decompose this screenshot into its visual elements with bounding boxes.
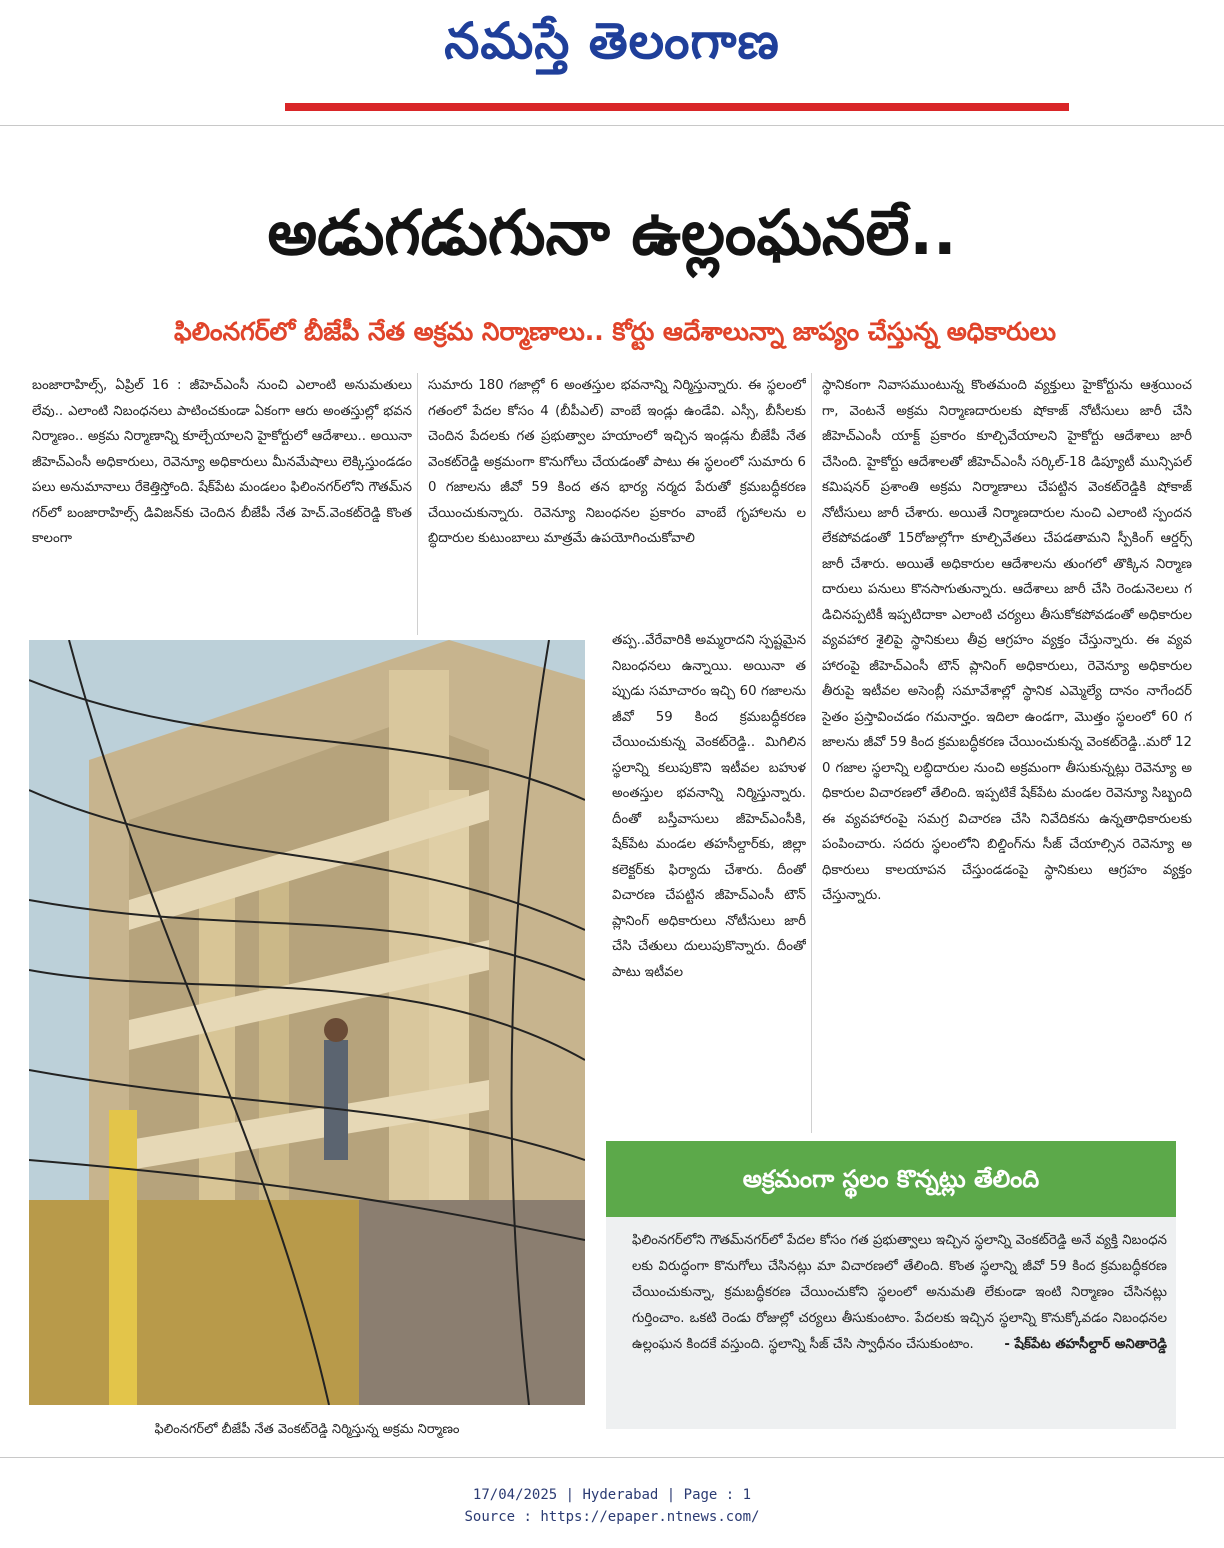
sidebar-box-text — [632, 1228, 1167, 1424]
photo-caption: ఫిలింనగర్‌లో బీజేపీ నేత వెంకట్‌రెడ్డి నిర్మిస్తున్న అక్రమ నిర్మాణం — [154, 1422, 460, 1437]
building-photo — [29, 640, 585, 1405]
footer-source-link[interactable]: Source : https://epaper.ntnews.com/ — [464, 1509, 760, 1525]
sidebar-box-body: ఫిలింనగర్‌లోని గౌతమ్‌నగర్‌లో పేదల కోసం గత ప్రభుత్వాలు ఇచ్చిన స్థలాన్ని వెంకట్‌రెడ్డి అనే వ్యక్తి నిబంధనలకు విరుద్ధంగా కొనుగోలు చేసినట్లు మా విచారణలో తేలింది. కొంత స్థలాన్ని జీవో 59 కింద క్రమబద్ధీకరణ చేయించుకున్నా, క్రమబద్ధీకరణ చేయించుకోని స్థలంలో అనుమతి లేకుండా ఇంటి నిర్మాణం చేసినట్లు గుర్తించాం. ఒకటి రెండు రోజుల్లో చర్యలు తీసుకుంటాం. పేదలకు ఇచ్చిన స్థలాన్ని కొనుక్కోవడం నిబంధనల ఉల్లంఘన కిందకే వస్తుంది. స్థలాన్ని సీజ్ చేసి స్వాధీనం చేసుకుంటాం. — [632, 1233, 1167, 1352]
headline: అడుగడుగునా ఉల్లంఘనలే.. — [267, 196, 957, 269]
article-column-1: బంజారాహిల్స్, ఏప్రిల్ 16 : జీహెచ్‌ఎంసీ నుంచి ఎలాంటి అనుమతులు లేవు.. ఎలాంటి నిబంధనలు పాటించకుండా ఏకంగా ఆరు అంతస్తుల్లో భవన నిర్మాణం.. అక్రమ నిర్మాణాన్ని కూల్చేయాలని హైకోర్టులో ఆదేశాలు.. అయినా జీహెచ్‌ఎంసీ అధికారులు, రెవెన్యూ అధికారులు మీనమేషాలు లెక్కిస్తుండడం పలు అనుమానాలు రేకెత్తిస్తోంది. షేక్‌పేట మండలం ఫిలింనగర్‌లోని గౌతమ్‌నగర్‌లో బంజారాహిల్స్ డివిజన్‌కు చెందిన బీజేపీ నేత హెచ్.వెంకట్‌రెడ్డి కొంతకాలంగా — [32, 378, 412, 546]
footer — [0, 1484, 1224, 1528]
sidebar-box-title: అక్రమంగా స్థలం కొన్నట్లు తేలింది — [606, 1141, 1176, 1217]
top-divider — [0, 125, 1224, 126]
masthead-title: నమస్తే తెలంగాణ — [444, 11, 780, 70]
article-column-2: సుమారు 180 గజాల్లో 6 అంతస్తుల భవనాన్ని నిర్మిస్తున్నారు. ఈ స్థలంలో గతంలో పేదల కోసం 4 (బీపీఎల్) వాంబే ఇండ్లు ఉండేవి. ఎస్సీ, బీసీలకు చెందిన పేదలకు గత ప్రభుత్వాల హయాంలో ఇచ్చిన ఇండ్లను బీజేపీ నేత వెంకట్‌రెడ్డి అక్రమంగా కొనుగోలు చేయడంతో పాటు ఈ స్థలంలో సుమారు 60 గజాలను జీవో 59 కింద తన భార్య నర్మద పేరుతో క్రమబద్ధీకరణ చేయించుకున్నారు. రెవెన్యూ నిబంధనల ప్రకారం వాంబే గృహాలను లబ్ధిదారుల కుటుంబాలు మాత్రమే ఉపయోగించుకోవాలి — [428, 378, 806, 546]
masthead-rule — [285, 103, 1069, 111]
sidebar-box-quote: - షేక్‌పేట తహసీల్దార్ అనితారెడ్డి — [1004, 1337, 1167, 1352]
column-divider — [811, 373, 812, 1133]
subheadline: ఫిలింనగర్‌లో బీజేపీ నేత అక్రమ నిర్మాణాలు.. కోర్టు ఆదేశాలున్నా జాప్యం చేస్తున్న అధికారులు — [174, 317, 1056, 346]
column-divider — [417, 373, 418, 635]
building-photo-illustration — [29, 640, 585, 1405]
footer-date-line: 17/04/2025 | Hyderabad | Page : 1 — [472, 1487, 752, 1503]
bottom-divider — [0, 1457, 1224, 1458]
article-column-3: స్థానికంగా నివాసముంటున్న కొంతమంది వ్యక్తులు హైకోర్టును ఆశ్రయించగా, వెంటనే అక్రమ నిర్మాణదారులకు షోకాజ్ నోటీసులు జారీ చేసి జీహెచ్‌ఎంసీ యాక్ట్ ప్రకారం కూల్చివేయాలని హైకోర్టు ఆదేశాలు జారీ చేసింది. హైకోర్టు ఆదేశాలతో జీహెచ్‌ఎంసీ సర్కిల్-18 డిప్యూటీ మున్సిపల్ కమిషనర్ ప్రశాంతి అక్రమ నిర్మాణాలు చేపట్టిన వెంకట్‌రెడ్డికి షోకాజ్ నోటీసులు జారీ చేశారు. అయితే నిర్మాణదారుల నుంచి ఎలాంటి స్పందన లేకపోవడంతో 15రోజుల్లోగా కూల్చివేతలు చేపడతామని స్పీకింగ్ ఆర్డర్స్ జారీ చేశారు. అయితే అధికారుల ఆదేశాలను తుంగలో తొక్కిన నిర్మాణదారులు పనులు కొనసాగుతున్నారు. ఆదేశాలు జారీ చేసి రెండునెలలు గడిచినప్పటికీ ఇప్పటిదాకా ఎలాంటి చర్యలు తీసుకోకపోవడంతో అధికారుల వ్యవహార శైలిపై స్థానికులు తీవ్ర ఆగ్రహం వ్యక్తం చేస్తున్నారు. ఈ వ్యవహారంపై జీహెచ్‌ఎంసీ టౌన్ ప్లానింగ్ అధికారులు, రెవెన్యూ అధికారుల తీరుపై ఇటీవల అసెంబ్లీ సమావేశాల్లో స్థానిక ఎమ్మెల్యే దానం నాగేందర్ సైతం ప్రస్తావించడం గమనార్హం. ఇదిలా ఉండగా, మొత్తం స్థలంలో 60 గజాలను జీవో 59 కింద క్రమబద్ధీకరణ చేయించుకున్న వెంకట్‌రెడ్డి..మరో 120 గజాల స్థలాన్ని లబ్ధిదారుల నుంచి అక్రమంగా తీసుకున్నట్లు రెవెన్యూ అధికారుల విచారణలో తేలింది. ఇప్పటికే షేక్‌పేట మండల రెవెన్యూ సిబ్బంది ఈ వ్యవహారంపై సమగ్ర విచారణ చేసి నివేదికను ఉన్నతాధికారులకు పంపించారు. సదరు స్థలంలోని బిల్డింగ్‌ను సీజ్ చేయాల్సిన రెవెన్యూ అధికారులు కాలయాపన చేస్తుండడంపై స్థానికులు ఆగ్రహం వ్యక్తం చేస్తున్నారు. — [822, 378, 1192, 903]
article-column-2-continued: తప్ప..వేరేవారికి అమ్మరాదని స్పష్టమైన నిబంధనలు ఉన్నాయి. అయినా తప్పుడు సమాచారం ఇచ్చి 60 గజాలను జీవో 59 కింద క్రమబద్ధీకరణ చేయించుకున్న వెంకట్‌రెడ్డి.. మిగిలిన స్థలాన్ని కలుపుకొని ఇటీవల బహుళ అంతస్తుల భవనాన్ని నిర్మిస్తున్నారు. దీంతో బస్తీవాసులు జీహెచ్‌ఎంసీకి, షేక్‌పేట మండల తహసీల్దార్‌కు, జిల్లా కలెక్టర్‌కు ఫిర్యాదు చేశారు. దీంతో విచారణ చేపట్టిన జీహెచ్‌ఎంసీ టౌన్ ప్లానింగ్ అధికారులు నోటీసులు జారీ చేసి చేతులు దులుపుకొన్నారు. దీంతో పాటు ఇటీవల — [612, 633, 806, 980]
